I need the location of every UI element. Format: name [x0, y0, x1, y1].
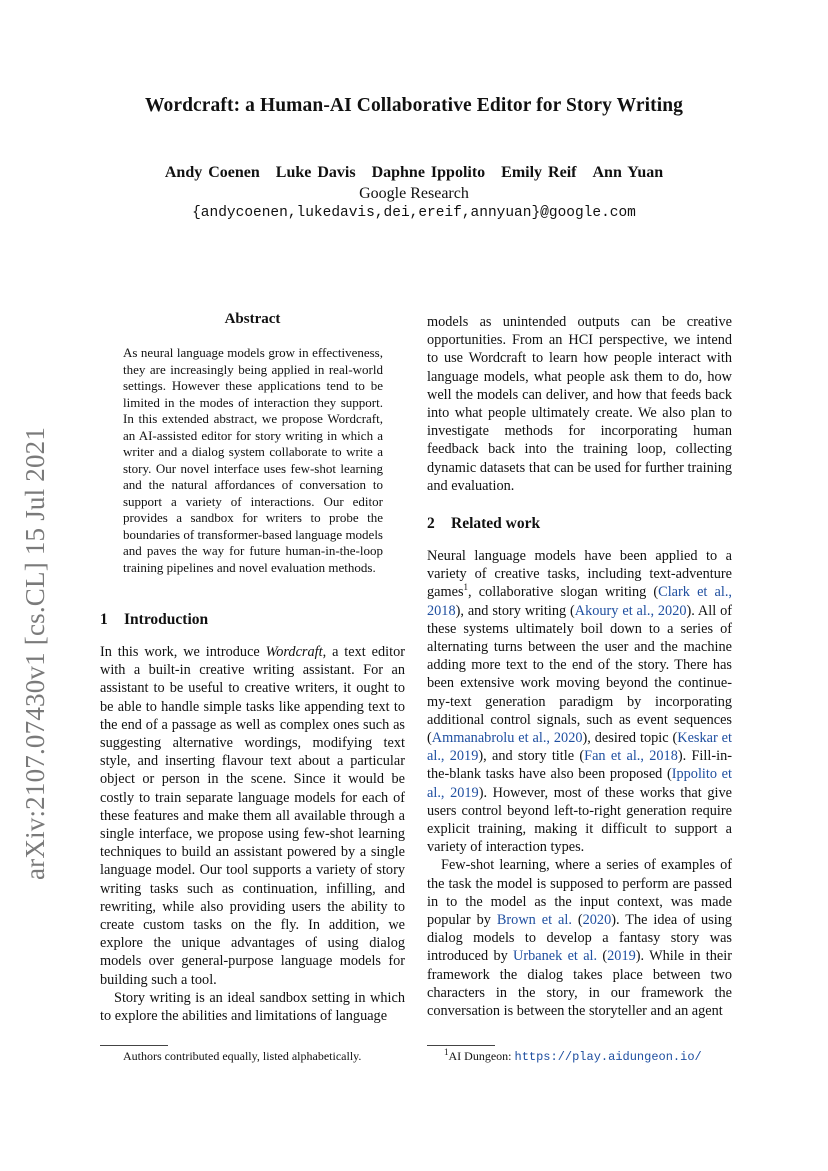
author-name: Daphne Ippolito [371, 164, 486, 181]
arxiv-stamp: arXiv:2107.07430v1 [cs.CL] 15 Jul 2021 [20, 426, 50, 880]
footnote-mark: 1 [444, 1047, 449, 1057]
affiliation: Google Research [359, 185, 469, 202]
author-name: Emily Reif [501, 164, 577, 181]
footnote-divider [427, 1045, 495, 1046]
section-heading-related-work [427, 515, 540, 533]
section-title: Introduction [124, 611, 209, 628]
introduction-body [100, 643, 405, 1025]
author-name: Ann Yuan [592, 164, 664, 181]
related-work-body [427, 547, 732, 1020]
abstract-heading: Abstract [224, 311, 281, 327]
right-column-continuation [427, 313, 732, 495]
abstract-text: As neural language models grow in effectiveness, they are increasingly being applied in real-world settings. However these applications tend to be limited in the modes of interaction they support. In this extended abstract, we propose Wordcraft, an AI-assisted editor for story writing in which a writer and a dialog system collaborate to write a story. Our novel interface uses few-shot learning and the natural affordances of conversation to support a variety of interactions. Our editor provides a sandbox for writers to probe the boundaries of transformer-based language models and paves the way for future human-in-the-loop training pipelines and novel evaluation methods. [123, 345, 383, 575]
citation-link[interactable]: Clark et al., 2018 [427, 584, 732, 619]
paper-title: Wordcraft: a Human-AI Collaborative Editor for Story Writing [144, 95, 684, 116]
citation-link[interactable]: Fan et al., 2018 [584, 748, 678, 765]
paragraph: Few-shot learning, where a series of examples of the task the model is supposed to perform are passed in to the model as the input context, was made popular by Brown et al. (2020). The idea of using dialog models to develop a fantasy story was introduced by Urbanek et al. (2019). While in their framework the dialog takes place between two characters in the story, in our framework the conversation is between the storyteller and an agent [427, 857, 733, 1020]
footnote-divider [100, 1045, 168, 1046]
citation-link[interactable]: 2019 [607, 948, 636, 965]
section-heading-introduction [100, 611, 208, 629]
citation-link[interactable]: Keskar et al., 2019 [427, 730, 732, 765]
paragraph: Neural language models have been applied to a variety of creative tasks, including text-adventure games$^1$, collaborative slogan writing (Clark et al., 2018), and story writing (Akoury et al., 2020). All of these systems ultimately boil down to a series of alternating turns between the user and the machine adding more text to the end of the story. There has been extensive work moving beyond the continue-my-text generation paradigm by incorporating additional control signals, such as event sequences (Ammanabrolu et al., 2020), desired topic (Keskar et al., 2019), and story title (Fan et al., 2018). Fill-in-the-blank tasks have also been proposed (Ippolito et al., 2019). However, most of these works that give users control beyond left-to-right generation require explicit training, making it difficult to support a variety of interaction types. [427, 548, 732, 856]
footnote-right: $^1$AI Dungeon: https://play.aidungeon.io/ [444, 1047, 702, 1064]
citation-link[interactable]: Ammanabrolu et al., 2020 [431, 730, 583, 747]
paragraph: In this work, we introduce Wordcraft, a text editor with a built-in creative writing assistant. For an assistant to be useful to creative writers, it ought to be able to handle simple tasks like appending text to the end of a passage as well as complex ones such as suggesting alternative wordings, modifying text style, and inserting flavour text about a particular object or person in the scene. Since it would be costly to train separate language models for each of these features and make them all available through a single interface, we propose using few-shot learning techniques to build an assistant powered by a single language model. Our tool supports a variety of story writing tasks such as continuation, infilling, and rewriting, while also providing users the ability to create custom tasks on the fly. In addition, we explore the unique advantages of using dialog models over general-purpose language models for building such a tool. [100, 644, 405, 988]
emphasis-wordcraft: Wordcraft [265, 644, 323, 660]
section-number: 2 [427, 515, 435, 532]
citation-link[interactable]: Urbanek et al. [513, 948, 598, 965]
footnote-left: Authors contributed equally, listed alphabetically. [123, 1049, 362, 1063]
footnote-mark[interactable]: 1 [463, 582, 469, 593]
citation-link[interactable]: Akoury et al., 2020 [574, 602, 687, 619]
author-list [0, 164, 828, 182]
citation-link[interactable]: Brown et al. [496, 912, 572, 929]
section-number: 1 [100, 611, 108, 628]
paragraph: Story writing is an ideal sandbox setting in which to explore the abilities and limitations of language [100, 989, 405, 1025]
author-name: Andy Coenen [164, 164, 260, 181]
paragraph: models as unintended outputs can be creative opportunities. From an HCI perspective, we intend to use Wordcraft to learn how people interact with language models, what people ask them to do, how well the models can deliver, and how that feeds back into what people ultimately create. We also plan to investigate methods for incorporating human feedback back into the training loop, collecting dynamic datasets that can be used for further training and evaluation. [427, 314, 732, 494]
author-emails: {andycoenen,lukedavis,dei,ereif,annyuan}@google.com [192, 205, 636, 221]
author-name: Luke Davis [275, 164, 356, 181]
aidungeon-url-link[interactable]: https://play.aidungeon.io/ [514, 1050, 702, 1064]
section-title: Related work [451, 515, 541, 532]
citation-link[interactable]: 2020 [582, 912, 612, 929]
citation-link[interactable]: Ippolito et al., 2019 [427, 766, 732, 801]
